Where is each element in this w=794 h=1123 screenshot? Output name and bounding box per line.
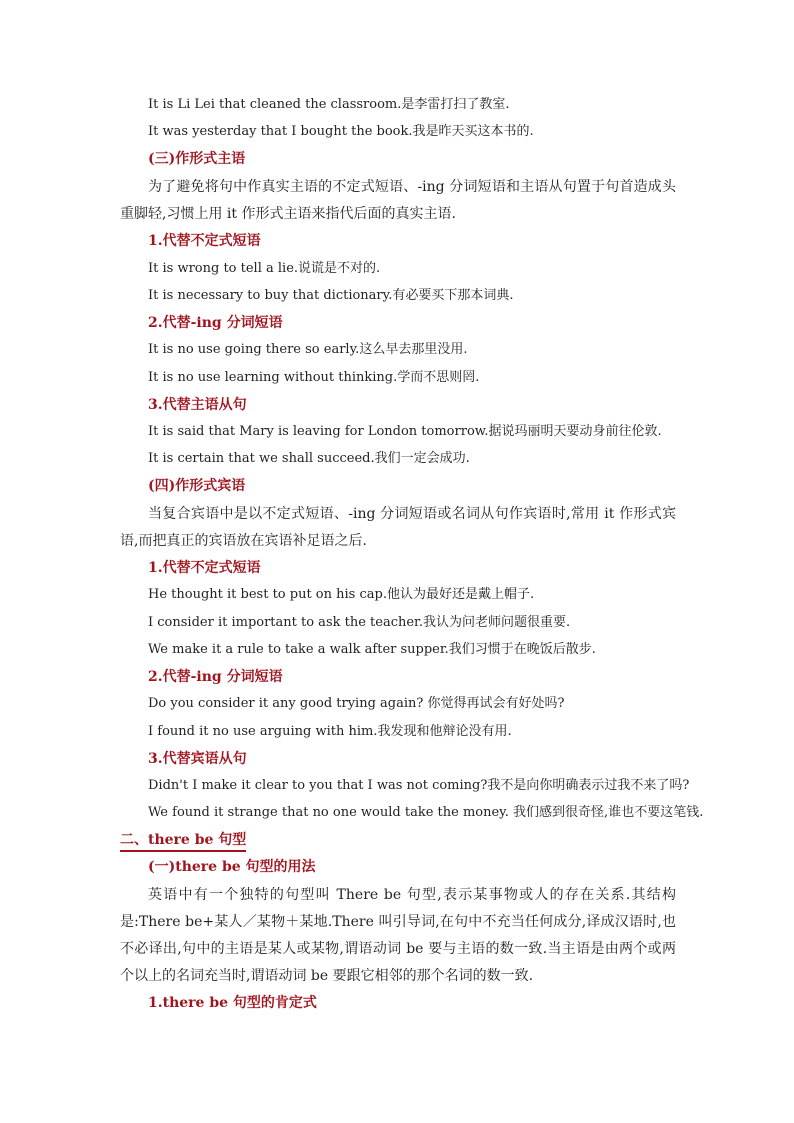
paragraph: 英语中有一个独特的句型叫 There be 句型,表示某事物或人的存在关系.其结构是:There be+某人／某物＋某地.There 叫引导词,在句中不充当任何成分,译成汉语时,也不必译出,句中的主语是某人或某物,谓语动词 be 要与主语的数一致.当主语是由两个或两个以上的名词充当时,谓语动词 be 要跟它相邻的那个名词的数一致. — [120, 887, 676, 984]
subsection-heading: 3.代替主语从句 — [148, 397, 247, 413]
paragraph: 当复合宾语中是以不定式短语、-ing 分词短语或名词从句作宾语时,常用 it 作形式宾语,而把真正的宾语放在宾语补足语之后. — [120, 506, 676, 549]
subsection-heading: 2.代替-ing 分词短语 — [148, 315, 283, 331]
chapter-heading: 二、there be 句型 — [120, 831, 246, 852]
example-sentence: It is necessary to buy that dictionary.有必要买下那本词典. — [148, 288, 514, 303]
example-sentence: I consider it important to ask the teacher.我认为问老师问题很重要. — [148, 615, 571, 630]
example-sentence: We make it a rule to take a walk after supper.我们习惯于在晚饭后散步. — [148, 642, 596, 657]
example-sentence: He thought it best to put on his cap.他认为最好还是戴上帽子. — [148, 587, 535, 602]
example-sentence: It is wrong to tell a lie.说谎是不对的. — [148, 261, 381, 276]
example-sentence: It is no use going there so early.这么早去那里没用. — [148, 342, 468, 357]
subsection-heading: 1.代替不定式短语 — [148, 560, 261, 576]
example-sentence: It is Li Lei that cleaned the classroom.是李雷打扫了教室. — [148, 97, 510, 112]
section-heading: (一)there be 句型的用法 — [148, 859, 316, 875]
example-sentence: We found it strange that no one would take the money. 我们感到很奇怪,谁也不要这笔钱. — [148, 805, 704, 820]
section-heading: (四)作形式宾语 — [148, 478, 246, 494]
example-sentence: It is no use learning without thinking.学而不思则罔. — [148, 370, 480, 385]
subsection-heading: 1.代替不定式短语 — [148, 233, 261, 249]
subsection-heading: 1.there be 句型的肯定式 — [148, 995, 317, 1011]
subsection-heading: 2.代替-ing 分词短语 — [148, 669, 283, 685]
example-sentence: Do you consider it any good trying again? 你觉得再试会有好处吗? — [148, 696, 565, 711]
example-sentence: Didn't I make it clear to you that I was not coming?我不是向你明确表示过我不来了吗? — [148, 778, 690, 793]
section-heading: (三)作形式主语 — [148, 151, 246, 167]
example-sentence: It was yesterday that I bought the book.我是昨天买这本书的. — [148, 124, 534, 139]
example-sentence: I found it no use arguing with him.我发现和他辩论没有用. — [148, 724, 512, 739]
subsection-heading: 3.代替宾语从句 — [148, 751, 247, 767]
example-sentence: It is certain that we shall succeed.我们一定会成功. — [148, 451, 470, 466]
paragraph: 为了避免将句中作真实主语的不定式短语、-ing 分词短语和主语从句置于句首造成头重脚轻,习惯上用 it 作形式主语来指代后面的真实主语. — [120, 179, 676, 222]
example-sentence: It is said that Mary is leaving for London tomorrow.据说玛丽明天要动身前往伦敦. — [148, 424, 662, 439]
